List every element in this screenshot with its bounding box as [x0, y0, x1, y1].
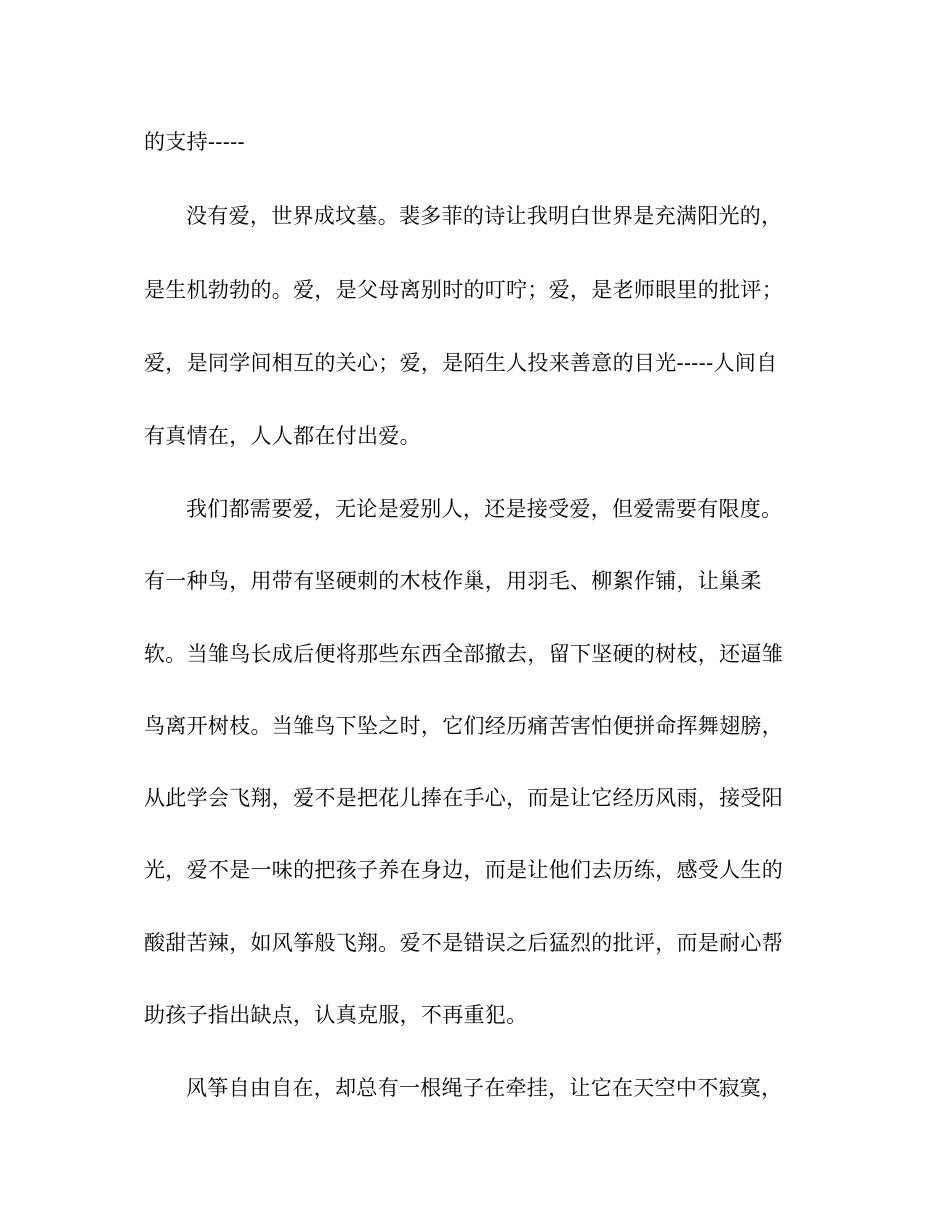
text-line-14: 风筝自由自在，却总有一根绳子在牵挂，让它在天空中不寂寞， [186, 1076, 783, 1100]
text-line-5: 有真情在，人人都在付出爱。 [144, 424, 421, 448]
text-line-10: 从此学会飞翔，爱不是把花儿捧在手心，而是让它经历风雨，接受阳 [144, 786, 783, 810]
text-line-7: 有一种鸟，用带有坚硬刺的木枝作巢，用羽毛、柳絮作铺，让巢柔 [144, 569, 762, 593]
text-line-13: 助孩子指出缺点，认真克服，不再重犯。 [144, 1003, 528, 1027]
text-line-2: 没有爱，世界成坟墓。裴多菲的诗让我明白世界是充满阳光的， [186, 204, 783, 228]
text-line-6: 我们都需要爱，无论是爱别人，还是接受爱，但爱需要有限度。 [186, 497, 783, 521]
text-line-11: 光，爱不是一味的把孩子养在身边，而是让他们去历练，感受人生的 [144, 858, 783, 882]
text-line-8: 软。当雏鸟长成后便将那些东西全部撤去，留下坚硬的树枝，还逼雏 [144, 642, 783, 666]
text-line-3: 是生机勃勃的。爱，是父母离别时的叮咛；爱，是老师眼里的批评； [144, 278, 783, 302]
text-line-1: 的支持----- [144, 130, 245, 154]
text-line-9: 鸟离开树枝。当雏鸟下坠之时，它们经历痛苦害怕便拼命挥舞翅膀， [144, 714, 783, 738]
text-line-12: 酸甜苦辣，如风筝般飞翔。爱不是错误之后猛烈的批评，而是耐心帮 [144, 931, 783, 955]
text-line-4: 爱，是同学间相互的关心；爱，是陌生人投来善意的目光-----人间自 [144, 351, 778, 375]
